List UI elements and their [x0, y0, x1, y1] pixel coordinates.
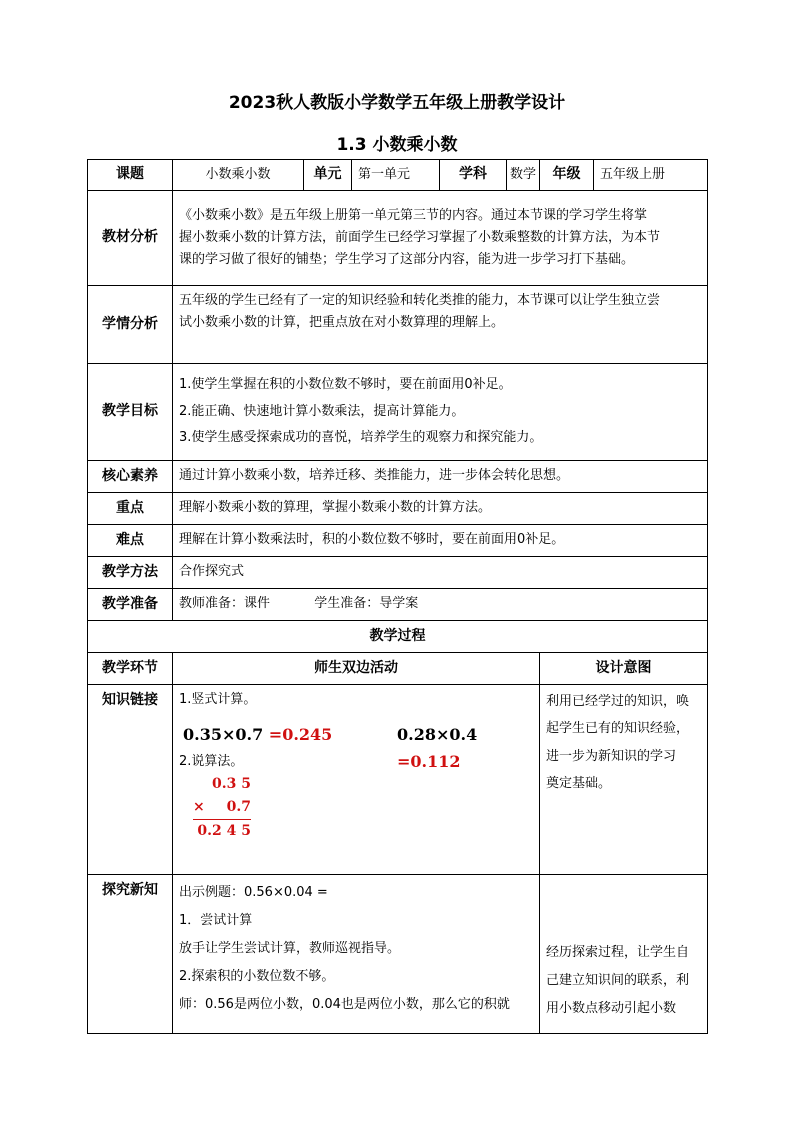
literacy-row [88, 461, 708, 493]
topic-value: 小数乘小数 [173, 160, 304, 191]
lesson-plan-table [87, 159, 708, 1034]
equation-1 [183, 721, 332, 748]
unit-value: 第一单元 [352, 160, 440, 191]
header-row [88, 160, 708, 191]
intent-column-header: 设计意图 [540, 653, 708, 685]
knowledge-link-label: 知识链接 [88, 685, 173, 875]
learner-line: 试小数乘小数的计算，把重点放在对小数算理的理解上。 [179, 315, 505, 331]
analysis-text [173, 191, 708, 286]
subject-label: 学科 [440, 160, 507, 191]
grade-label: 年级 [540, 160, 594, 191]
equation-2-answer: =0.112 [397, 752, 461, 772]
analysis-line: 课的学习做了很好的铺垫；学生学习了这部分内容，能为进一步学习打下基础。 [179, 252, 635, 268]
intent-line: 进一步为新知识的学习 [546, 748, 677, 764]
prep-label: 教学准备 [88, 589, 173, 621]
literacy-label: 核心素养 [88, 461, 173, 493]
explore-line: 出示例题：0.56×0.04 = [179, 885, 328, 900]
knowledge-link-row [88, 685, 708, 875]
equation-2-expr: 0.28×0.4 [397, 725, 478, 745]
vertical-operator-line [193, 796, 251, 820]
explore-line: 师：0.56是两位小数，0.04也是两位小数，那么它的积就 [179, 996, 510, 1012]
goal-item: 1.使学生掌握在积的小数位数不够时，要在前面用0补足。 [179, 377, 512, 393]
intent-line: 经历探索过程，让学生自 [546, 945, 690, 960]
key-point-text: 理解小数乘小数的算理，掌握小数乘小数的计算方法。 [173, 493, 708, 525]
intent-line: 奠定基础。 [546, 775, 612, 791]
grade-value: 五年级上册 [594, 160, 708, 191]
explore-line: 放手让学生尝试计算，教师巡视指导。 [179, 940, 401, 956]
goals-text [173, 364, 708, 461]
literacy-text: 通过计算小数乘小数，培养迁移、类推能力，进一步体会转化思想。 [173, 461, 708, 493]
key-point-row [88, 493, 708, 525]
vertical-result: 0.2 4 5 [197, 823, 251, 840]
equation-1-expr: 0.35×0.7 [183, 725, 264, 745]
difficulty-row [88, 525, 708, 557]
knowledge-link-intent [540, 685, 708, 875]
analysis-label: 教材分析 [88, 191, 173, 286]
method-text: 合作探究式 [173, 557, 708, 589]
process-header-row [88, 653, 708, 685]
document-title: 2023秋人教版小学数学五年级上册教学设计 [228, 93, 566, 113]
process-title-row [88, 621, 708, 653]
knowledge-link-activity [173, 685, 540, 875]
difficulty-label: 难点 [88, 525, 173, 557]
learner-row [88, 286, 708, 364]
equation-1-answer: =0.245 [268, 725, 333, 745]
intent-line: 用小数点移动引起小数 [546, 1000, 677, 1016]
method-label: 教学方法 [88, 557, 173, 589]
goal-item: 2.能正确、快速地计算小数乘法，提高计算能力。 [179, 403, 465, 419]
link-item-2: 2.说算法。 [179, 754, 244, 770]
equation-2 [397, 721, 533, 775]
subject-value: 数学 [507, 160, 540, 191]
stage-column-header: 教学环节 [88, 653, 173, 685]
goals-label: 教学目标 [88, 364, 173, 461]
learner-text [173, 286, 708, 364]
prep-text [173, 589, 708, 621]
analysis-line: 《小数乘小数》是五年级上册第一单元第三节的内容。通过本节课的学习学生将掌 [179, 207, 648, 223]
analysis-row [88, 191, 708, 286]
intent-line: 利用已经学过的知识，唤 [546, 694, 690, 709]
analysis-line: 握小数乘小数的计算方法，前面学生已经学习掌握了小数乘整数的计算方法，为本节 [179, 229, 661, 245]
vertical-multiplication [193, 773, 251, 843]
vertical-top-number: 0.3 5 [212, 776, 251, 793]
explore-row [88, 875, 708, 1034]
unit-label: 单元 [304, 160, 352, 191]
link-item-1: 1.竖式计算。 [179, 692, 257, 707]
intent-line: 起学生已有的知识经验， [546, 721, 690, 737]
method-row [88, 557, 708, 589]
multiply-sign: × [193, 799, 205, 816]
intent-line: 己建立知识间的联系，利 [546, 972, 690, 988]
student-prep: 学生准备：导学案 [314, 596, 419, 612]
topic-label: 课题 [88, 160, 173, 191]
difficulty-text: 理解在计算小数乘法时，积的小数位数不够时，要在前面用0补足。 [173, 525, 708, 557]
key-point-label: 重点 [88, 493, 173, 525]
explore-line: 1．尝试计算 [179, 912, 253, 928]
learner-line: 五年级的学生已经有了一定的知识经验和转化类推的能力，本节课可以让学生独立尝 [179, 293, 661, 308]
explore-label: 探究新知 [88, 875, 173, 1034]
explore-activity [173, 875, 540, 1034]
activity-column-header: 师生双边活动 [173, 653, 540, 685]
prep-row [88, 589, 708, 621]
goals-row [88, 364, 708, 461]
explore-line: 2.探索积的小数位数不够。 [179, 968, 335, 984]
explore-intent [540, 875, 708, 1034]
vertical-bottom-number: 0.7 [226, 799, 251, 816]
lesson-title: 1.3 小数乘小数 [336, 135, 458, 155]
process-title: 教学过程 [88, 621, 708, 653]
learner-label: 学情分析 [88, 286, 173, 364]
teacher-prep: 教师准备：课件 [179, 596, 271, 612]
goal-item: 3.使学生感受探索成功的喜悦，培养学生的观察力和探究能力。 [179, 430, 543, 446]
